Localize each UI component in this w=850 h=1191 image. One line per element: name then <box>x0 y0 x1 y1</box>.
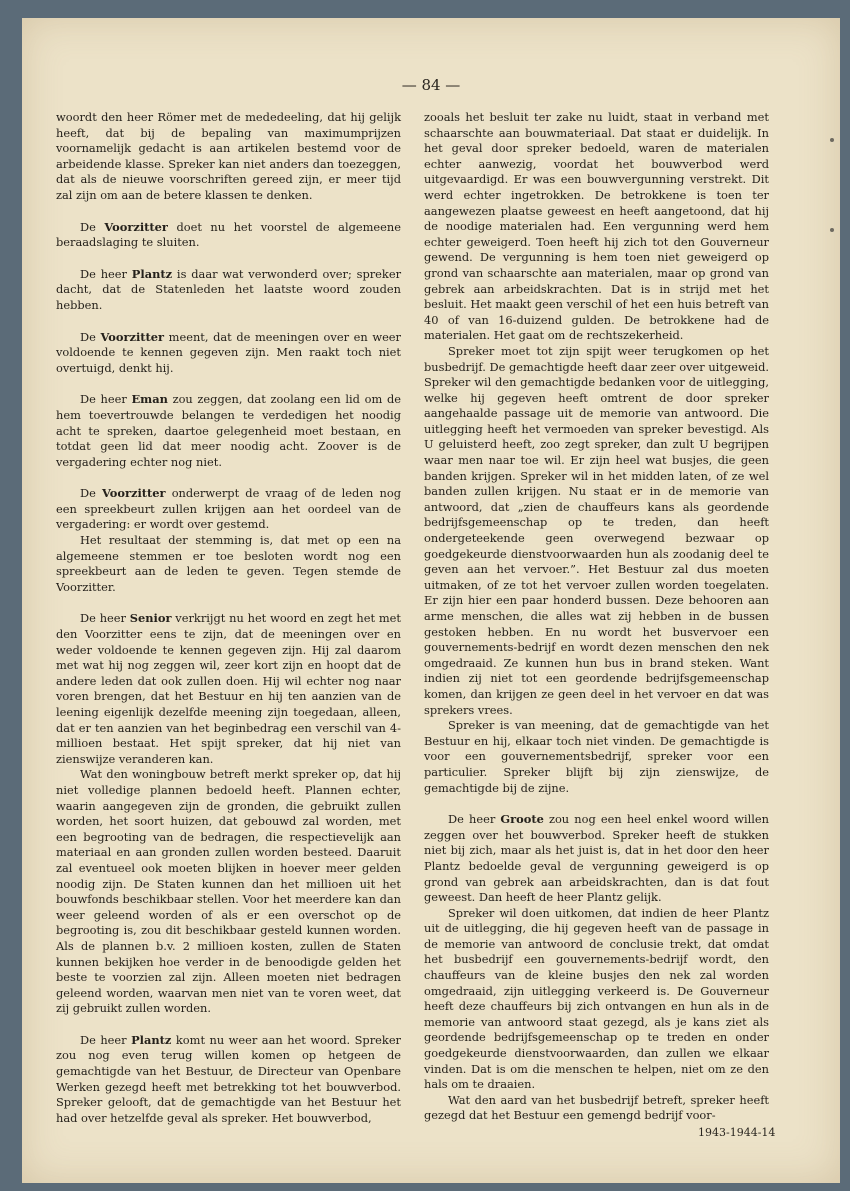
document-page <box>22 18 840 1183</box>
speaker-name: Senior <box>129 611 172 626</box>
paragraph: De Voorzitter onderwerpt de vraag of de leden nog een spreekbeurt zullen krijgen aan het oordeel van de vergadering: er wordt over gestemd. <box>56 486 401 532</box>
speaker-name: Plantz <box>131 266 173 281</box>
speaker-name: Voorzitter <box>104 219 168 234</box>
paragraph: De heer Eman zou zeggen, dat zoolang een lid om de hem toevertrouwde belangen te verdedigen het noodig acht te spreken, daartoe gelegenheid moet bestaan, en totdat geen lid dat meer noodig acht. Zoover is de vergadering echter nog niet. <box>56 392 401 469</box>
paragraph: woordt den heer Römer met de mededeeling, dat hij gelijk heeft, dat bij de bepaling van maximumprijzen voornamelijk gedacht is aan artikelen bestemd voor de arbeidende klasse. Spreker kan niet anders dan toezeggen, dat als de nieuwe voorschriften gereed zijn, er meer tijd zal zijn om aan de betere klassen te denken. <box>56 110 401 202</box>
speaker-name: Eman <box>131 392 168 407</box>
paragraph: Spreker moet tot zijn spijt weer terugkomen op het busbedrijf. De gemachtigde heeft daar zeer over uitgeweid. Spreker wil den gemachtigde bedanken voor de uitlegging, welke hij gegeven heeft omtrent de door spreker aangehaalde passage uit de memorie van antwoord. Die uitlegging heeft het vermoeden van spreker bevestigd. Als U geluisterd heeft, zoo zegt spreker, dan zult U begrijpen waar men naar toe wil. Er zijn heel wat busjes, die geen banden krijgen. Spreker wil in het midden laten, of ze wel banden zullen krijgen. Nu staat er in de memorie van antwoord, dat „zien de chauffeurs kans als geordende bedrijfsgemeenschap op te treden, dan heeft ondergeteekende geen overwegend bezwaar op goedgekeurde dienstvoorwaarden hun als zoodanig deel te geven aan het vervoer.”. Het Bestuur zal dus moeten uitmaken, of ze tot het vervoer zullen worden toegelaten. Er zijn hier een paar honderd bussen. Deze behooren aan arme menschen, die alles wat zij hebben in de bussen gestoken hebben. En nu wordt het busvervoer een gouvernements-bedrijf en wordt dezen menschen den nek omgedraaid. Ze kunnen hun bus in brand steken. Want indien zij niet tot een geordende bedrijfsgemeenschap komen, dan krijgen ze geen deel in het vervoer en dat was sprekers vrees. <box>424 343 769 717</box>
paragraph: De heer Senior verkrijgt nu het woord en zegt het met den Voorzitter eens te zijn, dat de meeningen over en weder voldoende te kennen gegeven zijn. Hij zal daarom met wat hij nog zeggen wil, zeer kort zijn en hoopt dat de andere leden dat ook zullen doen. Hij wil echter nog naar voren brengen, dat het Bestuur en hij ten aanzien van de leening eigenlijk dezelfde meening zijn toegedaan, alleen, dat er ten aanzien van het beginbedrag een verschil van 4-millioen bestaat. Het spijt spreker, dat hij niet van zienswijze veranderen kan. <box>56 611 402 766</box>
paragraph: De heer Plantz is daar wat verwonderd over; spreker dacht, dat de Statenleden het laatste woord zouden hebben. <box>56 266 402 312</box>
punch-mark <box>830 228 834 232</box>
paragraph: De heer Groote zou nog een heel enkel woord willen zeggen over het bouwverbod. Spreker heeft de stukken niet bij zich, maar als het juist is, dat in het door den heer Plantz bedoelde geval de vergunning geweigerd is op grond van gebrek aan arbeidskrachten, dan is dat fout geweest. Dan heeft de heer Plantz gelijk. <box>424 812 769 905</box>
paragraph: zooals het besluit ter zake nu luidt, staat in verband met schaarschte aan bouwmateriaal. Dat staat er duidelijk. In het geval door spreker bedoeld, waren de materialen echter aanwezig, voordat het bouwverbod werd uitgevaardigd. Er was een bouwvergunning verstrekt. Dit werd echter ingetrokken. De betrokkene is toen ter aangewezen plaatse geweest en heeft aangetoond, dat hij de noodige materialen had. Een vergunning werd hem echter geweigerd. Toen heeft hij zich tot den Gouverneur gewend. De vergunning is hem toen niet geweigerd op grond van schaarschte aan materialen, maar op grond van gebrek aan arbeidskrachten. Dat is in strijd met het besluit. Het maakt geen verschil of het een huis betreft van 40 of van 16-duizend gulden. De betrokkene had de materialen. Het gaat om de rechtszekerheid. <box>424 110 769 343</box>
speaker-name: Groote <box>500 812 544 827</box>
paragraph: Wat den aard van het busbedrijf betreft, spreker heeft gezegd dat het Bestuur een gemengd bedrijf voor- <box>424 1092 769 1123</box>
speaker-name: Plantz <box>131 1032 172 1047</box>
paragraph: De Voorzitter doet nu het voorstel de algemeene beraadslaging te sluiten. <box>56 219 401 250</box>
footer-code: 1943-1944-14 <box>698 1126 776 1139</box>
speaker-name: Voorzitter <box>102 486 166 501</box>
paragraph: Het resultaat der stemming is, dat met op een na algemeene stemmen er toe besloten wordt nog een spreekbeurt aan de leden te geven. Tegen stemde de Voorzitter. <box>56 533 401 594</box>
paragraph: Spreker wil doen uitkomen, dat indien de heer Plantz uit de uitlegging, die hij gegeven heeft van de passage in de memorie van antwoord de conclusie trekt, dat omdat het busbedrijf een gouvernements-bedrijf wordt, den chauffeurs van de kleine busjes den nek zal worden omgedraaid, zijn uitlegging verkeerd is. De Gouverneur heeft deze chauffeurs bij zich ontvangen en hun als in de memorie van antwoord staat gezegd, als je kans ziet als geordende bedrijfsgemeenschap op te treden en onder goedgekeurde dienstvoorwaarden, dan zullen we elkaar vinden. Dat is om die menschen te helpen, niet om ze den hals om te draaien. <box>424 905 769 1092</box>
left-column <box>56 110 401 1126</box>
paragraph: De Voorzitter meent, dat de meeningen over en weer voldoende te kennen gegeven zijn. Men raakt toch niet overtuigd, denkt hij. <box>56 329 401 375</box>
speaker-name: Voorzitter <box>100 329 165 344</box>
paragraph: Wat den woningbouw betreft merkt spreker op, dat hij niet volledige plannen bedoeld heeft. Plannen echter, waarin aangegeven zijn de gronden, die gebruikt zullen worden, het soort huizen, dat gebouwd zal worden, met een begrooting van de bedragen, die respectievelijk aan materiaal en aan gronden zullen worden besteed. Daaruit zal eventueel ook moeten blijken in hoever meer gelden noodig zijn. De Staten kunnen dan het millioen uit het bouwfonds beschikbaar stellen. Voor het meerdere kan dan weer geleend worden of als er een overschot op de begrooting is, zou dit beschikbaar gesteld kunnen worden. Als de plannen b.v. 2 millioen kosten, zullen de Staten kunnen bekijken hoe verder in de benoodigde gelden het beste te voorzien zal zijn. Alleen moeten niet bedragen geleend worden, waarvan men niet van te voren weet, dat zij gebruikt zullen worden. <box>56 767 401 1016</box>
paragraph: Spreker is van meening, dat de gemachtigde van het Bestuur en hij, elkaar toch niet vinden. De gemachtigde is voor een gouvernementsbedrijf, spreker voor een particulier. Spreker blijft bij zijn zienswijze, de gemachtigde bij de zijne. <box>424 718 769 795</box>
right-column <box>424 110 769 1124</box>
punch-mark <box>830 138 834 142</box>
paragraph: De heer Plantz komt nu weer aan het woord. Spreker zou nog even terug willen komen op hetgeen de gemachtigde van het Bestuur, de Directeur van Openbare Werken gezegd heeft met betrekking tot het bouwverbod. Spreker gelooft, dat de gemachtigde van het Bestuur het had over hetzelfde geval als spreker. Het bouwverbod, <box>56 1032 402 1125</box>
page-number: — 84 — <box>401 76 461 94</box>
